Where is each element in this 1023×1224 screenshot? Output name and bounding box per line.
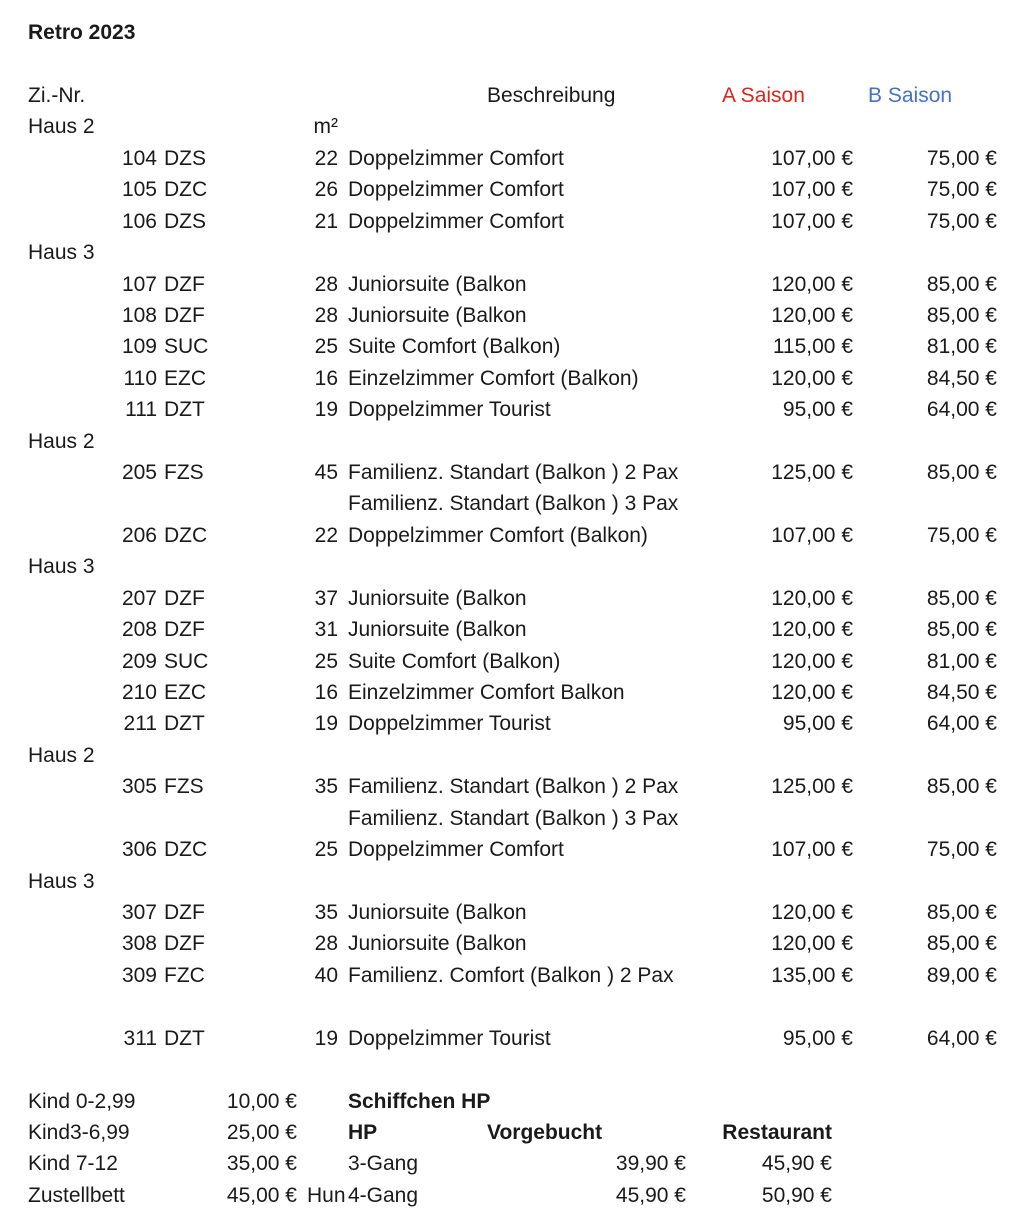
cell-haus: [0, 520, 118, 551]
cell-m2: 16: [314, 681, 338, 705]
cell-description: [338, 1054, 700, 1085]
cell-a-saison-price: 107,00 €: [771, 146, 853, 170]
cell-description: Doppelzimmer Comfort: [348, 209, 564, 233]
table-row: [0, 708, 1023, 739]
cell-description: Einzelzimmer Comfort (Balkon): [348, 366, 639, 390]
footer-clipped-text: [297, 1117, 347, 1148]
cell-room-code: DZT: [164, 1026, 205, 1050]
cell-room-code: SUC: [164, 649, 209, 673]
cell-b-saison-price: 85,00 €: [926, 586, 997, 610]
cell-a-saison-price: 120,00 €: [771, 681, 853, 705]
table-row: [0, 457, 1023, 488]
cell-room-code: DZS: [164, 146, 206, 170]
continuation-row: [0, 488, 1023, 519]
cell-m2: [240, 866, 338, 897]
table-row: [0, 771, 1023, 802]
cell-haus: [0, 677, 118, 708]
column-header-a-saison: A Saison: [722, 84, 805, 107]
cell-b-saison-price: [853, 488, 997, 519]
section-row: [0, 111, 1023, 142]
cell-m2: [240, 426, 338, 457]
cell-room-number: 306: [121, 838, 157, 862]
cell-b-saison-price: 64,00 €: [926, 712, 997, 736]
cell-a-saison-price: 107,00 €: [771, 178, 853, 202]
cell-a-saison-price: [700, 1054, 853, 1085]
cell-m2: 21: [314, 209, 338, 233]
cell-a-saison-price: 120,00 €: [771, 366, 853, 390]
table-row: [0, 646, 1023, 677]
cell-room-code: SUC: [164, 335, 209, 359]
cell-room-number: 110: [123, 366, 157, 390]
cell-room-code: DZT: [164, 712, 205, 736]
table-row: [0, 206, 1023, 237]
cell-room-number: 308: [121, 932, 157, 956]
cell-description: Doppelzimmer Comfort (Balkon): [348, 523, 648, 547]
footer-row: [0, 1148, 1023, 1179]
cell-m2: 31: [314, 618, 338, 642]
cell-description: Doppelzimmer Tourist: [348, 712, 551, 736]
cell-room-code: [157, 551, 240, 582]
cell-haus: [0, 457, 118, 488]
cell-description: Familienz. Comfort (Balkon ) 2 Pax: [348, 963, 674, 987]
cell-haus: [0, 174, 118, 205]
cell-haus: [0, 771, 118, 802]
cell-haus: Haus 3: [28, 555, 95, 579]
table-row: [0, 363, 1023, 394]
cell-a-saison-price: [700, 866, 853, 897]
blank-row: [0, 1054, 1023, 1085]
cell-b-saison-price: [853, 426, 997, 457]
cell-room-code: DZC: [164, 523, 208, 547]
cell-description: [338, 740, 700, 771]
cell-room-number: 106: [121, 209, 157, 233]
cell-room-code: DZF: [164, 900, 205, 924]
cell-haus: [0, 300, 118, 331]
footer-price: 25,00 €: [226, 1120, 297, 1144]
cell-room-code: DZF: [164, 586, 205, 610]
cell-room-code: FZC: [164, 963, 205, 987]
cell-haus: [0, 363, 118, 394]
footer-price-left: 45,90 €: [615, 1183, 686, 1207]
cell-room-number: [118, 740, 157, 771]
cell-description: Familienz. Standart (Balkon ) 3 Pax: [348, 492, 679, 516]
cell-b-saison-price: [853, 237, 997, 268]
cell-b-saison-price: 75,00 €: [926, 178, 997, 202]
cell-room-number: 307: [121, 900, 157, 924]
cell-a-saison-price: 120,00 €: [771, 932, 853, 956]
cell-b-saison-price: 85,00 €: [926, 461, 997, 485]
cell-haus: [0, 991, 118, 1022]
cell-a-saison-price: [700, 426, 853, 457]
cell-a-saison-price: [700, 551, 853, 582]
cell-room-number: [118, 488, 157, 519]
cell-room-number: 109: [121, 335, 157, 359]
cell-room-code: EZC: [164, 681, 206, 705]
footer-price-left: [610, 1086, 686, 1117]
cell-room-code: DZC: [164, 178, 208, 202]
column-header-b-saison: B Saison: [868, 84, 953, 107]
cell-description: Juniorsuite (Balkon: [348, 932, 527, 956]
cell-room-code: [157, 803, 240, 834]
footer-row: [0, 1117, 1023, 1148]
cell-description: [338, 551, 700, 582]
cell-haus: [0, 583, 118, 614]
cell-b-saison-price: 81,00 €: [926, 649, 997, 673]
cell-description: Doppelzimmer Tourist: [348, 398, 551, 422]
table-row: [0, 897, 1023, 928]
cell-m2: 28: [314, 932, 338, 956]
footer-label: Kind 7-12: [28, 1152, 118, 1176]
cell-haus: [0, 960, 118, 991]
footer-item: HP: [348, 1120, 378, 1144]
cell-a-saison-price: 125,00 €: [771, 461, 853, 485]
table-row: [0, 928, 1023, 959]
cell-haus: Haus 3: [28, 241, 95, 265]
cell-m2: 25: [314, 838, 338, 862]
cell-description: Juniorsuite (Balkon: [348, 303, 527, 327]
cell-room-number: 107: [121, 272, 157, 296]
cell-room-code: [157, 426, 240, 457]
cell-m2: 37: [314, 586, 338, 610]
table-row: [0, 394, 1023, 425]
cell-a-saison-price: 107,00 €: [771, 838, 853, 862]
cell-a-saison-price: 120,00 €: [771, 272, 853, 296]
cell-a-saison-price: [700, 991, 853, 1022]
cell-b-saison-price: 85,00 €: [926, 272, 997, 296]
cell-haus: Haus 2: [28, 743, 95, 767]
cell-a-saison-price: 107,00 €: [771, 523, 853, 547]
cell-a-saison-price: 120,00 €: [771, 900, 853, 924]
cell-b-saison-price: 85,00 €: [926, 775, 997, 799]
cell-a-saison-price: 120,00 €: [771, 618, 853, 642]
cell-room-number: 208: [121, 618, 157, 642]
cell-description: Suite Comfort (Balkon): [348, 335, 561, 359]
cell-m2: 26: [314, 178, 338, 202]
price-table: [0, 80, 1023, 1211]
table-row: [0, 300, 1023, 331]
footer-mid-label: Vorgebucht: [487, 1120, 603, 1144]
cell-a-saison-price: [700, 111, 853, 142]
cell-room-code: [157, 111, 240, 142]
cell-m2: 35: [314, 900, 338, 924]
cell-m2: m²: [313, 115, 338, 139]
cell-m2: 22: [314, 523, 338, 547]
cell-room-number: 108: [121, 303, 157, 327]
cell-description: Doppelzimmer Comfort: [348, 146, 564, 170]
cell-room-number: 207: [121, 586, 157, 610]
cell-b-saison-price: [853, 111, 997, 142]
table-header-row: [0, 80, 1023, 111]
cell-b-saison-price: 85,00 €: [926, 618, 997, 642]
cell-m2: 25: [314, 335, 338, 359]
cell-haus: [0, 708, 118, 739]
cell-description: Doppelzimmer Tourist: [348, 1026, 551, 1050]
cell-m2: [240, 803, 338, 834]
cell-room-number: 209: [121, 649, 157, 673]
cell-b-saison-price: [853, 803, 997, 834]
cell-haus: [0, 646, 118, 677]
table-row: [0, 834, 1023, 865]
cell-a-saison-price: 120,00 €: [771, 586, 853, 610]
cell-room-number: [118, 111, 157, 142]
table-row: [0, 677, 1023, 708]
cell-room-code: [157, 488, 240, 519]
cell-room-code: [157, 740, 240, 771]
cell-room-number: [118, 991, 157, 1022]
cell-haus: [0, 803, 118, 834]
cell-b-saison-price: 75,00 €: [926, 209, 997, 233]
cell-room-code: [157, 866, 240, 897]
cell-m2: 25: [314, 649, 338, 673]
footer-clipped-text: Hun: [307, 1183, 346, 1207]
cell-a-saison-price: 95,00 €: [782, 398, 853, 422]
cell-description: Juniorsuite (Balkon: [348, 900, 527, 924]
footer-item: 4-Gang: [348, 1183, 419, 1207]
cell-room-code: DZC: [164, 838, 208, 862]
cell-room-code: [157, 1054, 240, 1085]
table-row: [0, 960, 1023, 991]
footer-price-right: 50,90 €: [761, 1183, 832, 1207]
column-header-beschreibung: Beschreibung: [487, 84, 616, 107]
cell-room-number: 206: [121, 523, 157, 547]
cell-room-code: FZS: [164, 461, 204, 485]
cell-room-code: DZF: [164, 303, 205, 327]
footer-price: 35,00 €: [226, 1152, 297, 1176]
table-row: [0, 174, 1023, 205]
cell-b-saison-price: 81,00 €: [926, 335, 997, 359]
cell-m2: 22: [314, 146, 338, 170]
cell-haus: [0, 394, 118, 425]
footer-price-left: 39,90 €: [615, 1152, 686, 1176]
cell-room-code: DZS: [164, 209, 206, 233]
cell-b-saison-price: 89,00 €: [926, 963, 997, 987]
cell-a-saison-price: 95,00 €: [782, 712, 853, 736]
cell-description: Doppelzimmer Comfort: [348, 178, 564, 202]
cell-haus: [0, 614, 118, 645]
cell-haus: Haus 3: [28, 869, 95, 893]
cell-description: [338, 111, 700, 142]
cell-room-code: DZF: [164, 272, 205, 296]
continuation-row: [0, 803, 1023, 834]
cell-m2: 19: [314, 712, 338, 736]
cell-a-saison-price: 115,00 €: [772, 335, 853, 359]
cell-room-number: 211: [123, 712, 157, 736]
footer-item: Schiffchen HP: [348, 1089, 491, 1113]
cell-b-saison-price: [853, 1054, 997, 1085]
footer-row: [0, 1086, 1023, 1117]
section-row: [0, 740, 1023, 771]
cell-room-number: 311: [123, 1026, 157, 1050]
cell-m2: 28: [314, 303, 338, 327]
cell-room-number: [118, 803, 157, 834]
table-row: [0, 269, 1023, 300]
cell-haus: [0, 269, 118, 300]
cell-description: Familienz. Standart (Balkon ) 2 Pax: [348, 775, 679, 799]
cell-m2: [240, 991, 338, 1022]
cell-room-number: [118, 551, 157, 582]
footer-label: Kind3-6,99: [28, 1120, 130, 1144]
cell-haus: [0, 1023, 118, 1054]
cell-b-saison-price: 64,00 €: [926, 1026, 997, 1050]
cell-b-saison-price: [853, 740, 997, 771]
cell-a-saison-price: [700, 803, 853, 834]
section-row: [0, 551, 1023, 582]
cell-room-code: FZS: [164, 775, 204, 799]
cell-b-saison-price: [853, 866, 997, 897]
cell-room-code: DZF: [164, 932, 205, 956]
cell-description: [338, 991, 700, 1022]
cell-a-saison-price: 125,00 €: [771, 775, 853, 799]
cell-a-saison-price: 135,00 €: [771, 963, 853, 987]
cell-m2: [240, 237, 338, 268]
footer-mid-label: [487, 1086, 610, 1117]
cell-room-number: [118, 866, 157, 897]
cell-description: Doppelzimmer Comfort: [348, 838, 564, 862]
footer-price-left: [610, 1117, 686, 1148]
cell-b-saison-price: 75,00 €: [926, 523, 997, 547]
footer-label: Kind 0-2,99: [28, 1089, 136, 1113]
cell-room-code: [157, 237, 240, 268]
cell-description: Familienz. Standart (Balkon ) 2 Pax: [348, 461, 679, 485]
cell-description: Einzelzimmer Comfort Balkon: [348, 681, 625, 705]
cell-room-number: [118, 1054, 157, 1085]
footer-clipped-text: [297, 1148, 347, 1179]
section-row: [0, 426, 1023, 457]
cell-room-number: 305: [121, 775, 157, 799]
cell-room-number: 111: [125, 398, 157, 422]
footer-price: 10,00 €: [226, 1089, 297, 1113]
cell-room-number: 309: [121, 963, 157, 987]
cell-m2: 40: [314, 963, 338, 987]
column-header-zi-nr: Zi.-Nr.: [28, 84, 86, 107]
cell-m2: 28: [314, 272, 338, 296]
section-row: [0, 866, 1023, 897]
cell-m2: 16: [314, 366, 338, 390]
cell-room-number: 205: [121, 461, 157, 485]
cell-m2: 45: [314, 461, 338, 485]
footer-price-right: [686, 1086, 832, 1117]
cell-haus: [0, 834, 118, 865]
cell-description: Juniorsuite (Balkon: [348, 272, 527, 296]
cell-haus: [0, 928, 118, 959]
cell-b-saison-price: [853, 991, 997, 1022]
table-row: [0, 143, 1023, 174]
cell-m2: [240, 740, 338, 771]
cell-b-saison-price: 84,50 €: [926, 681, 997, 705]
cell-b-saison-price: 85,00 €: [926, 900, 997, 924]
footer-label: Zustellbett: [28, 1183, 125, 1207]
cell-a-saison-price: 120,00 €: [771, 303, 853, 327]
cell-m2: 35: [314, 775, 338, 799]
cell-room-number: [118, 426, 157, 457]
cell-description: [338, 866, 700, 897]
table-row: [0, 520, 1023, 551]
cell-haus: [0, 143, 118, 174]
cell-description: Familienz. Standart (Balkon ) 3 Pax: [348, 806, 679, 830]
footer-price: 45,00 €: [226, 1183, 297, 1207]
cell-haus: [0, 331, 118, 362]
table-row: [0, 1023, 1023, 1054]
blank-row: [0, 991, 1023, 1022]
cell-room-number: 210: [121, 681, 157, 705]
footer-mid-label: [487, 1180, 610, 1211]
cell-b-saison-price: 84,50 €: [926, 366, 997, 390]
cell-b-saison-price: 64,00 €: [926, 398, 997, 422]
cell-description: [338, 237, 700, 268]
cell-m2: 19: [314, 1026, 338, 1050]
cell-room-code: DZT: [164, 398, 205, 422]
cell-haus: Haus 2: [28, 429, 95, 453]
cell-b-saison-price: 75,00 €: [926, 838, 997, 862]
footer-item: 3-Gang: [348, 1152, 419, 1176]
cell-m2: [240, 551, 338, 582]
table-row: [0, 583, 1023, 614]
cell-room-number: 105: [121, 178, 157, 202]
cell-description: Juniorsuite (Balkon: [348, 618, 527, 642]
cell-haus: [0, 206, 118, 237]
section-row: [0, 237, 1023, 268]
cell-haus: [0, 488, 118, 519]
footer-price-right: 45,90 €: [761, 1152, 832, 1176]
cell-room-code: DZF: [164, 618, 205, 642]
cell-description: Juniorsuite (Balkon: [348, 586, 527, 610]
footer-mid-label: [487, 1148, 610, 1179]
cell-b-saison-price: 85,00 €: [926, 303, 997, 327]
cell-a-saison-price: [700, 237, 853, 268]
cell-a-saison-price: [700, 488, 853, 519]
cell-room-number: 104: [121, 146, 157, 170]
cell-b-saison-price: 85,00 €: [926, 932, 997, 956]
page-title: Retro 2023: [28, 21, 136, 44]
cell-room-code: EZC: [164, 366, 206, 390]
cell-b-saison-price: [853, 551, 997, 582]
cell-description: Suite Comfort (Balkon): [348, 649, 561, 673]
cell-a-saison-price: 120,00 €: [771, 649, 853, 673]
cell-b-saison-price: 75,00 €: [926, 146, 997, 170]
cell-description: [338, 426, 700, 457]
cell-a-saison-price: [700, 740, 853, 771]
footer-price-right: Restaurant: [722, 1120, 832, 1144]
footer-row: [0, 1180, 1023, 1211]
table-row: [0, 331, 1023, 362]
table-row: [0, 614, 1023, 645]
cell-room-code: [157, 991, 240, 1022]
cell-haus: [0, 897, 118, 928]
footer-clipped-text: [297, 1086, 347, 1117]
cell-room-number: [118, 237, 157, 268]
cell-a-saison-price: 107,00 €: [771, 209, 853, 233]
cell-m2: 19: [314, 398, 338, 422]
cell-a-saison-price: 95,00 €: [782, 1026, 853, 1050]
cell-haus: Haus 2: [28, 115, 95, 139]
cell-m2: [240, 1054, 338, 1085]
cell-haus: [0, 1054, 118, 1085]
cell-m2: [240, 488, 338, 519]
